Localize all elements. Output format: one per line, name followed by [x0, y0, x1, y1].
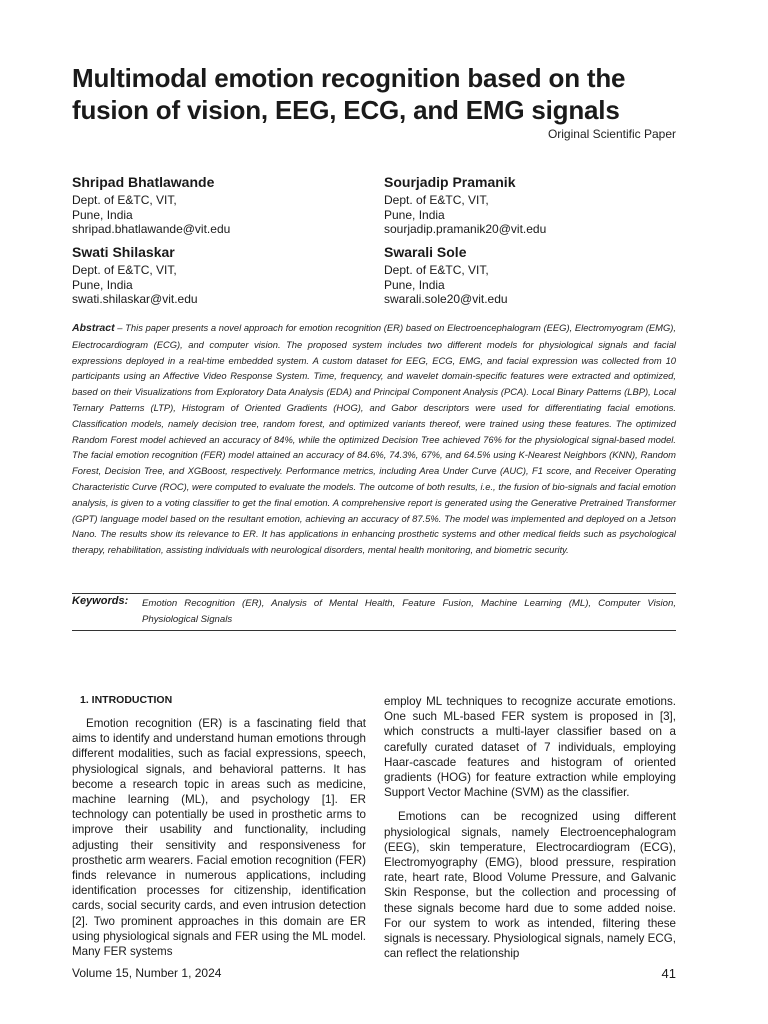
- author-block: [384, 173, 684, 237]
- keywords-text: Emotion Recognition (ER), Analysis of Mental Health, Feature Fusion, Machine Learning (ML), Computer Vision, Physiological Signals: [142, 598, 676, 625]
- section-heading: 1. INTRODUCTION: [80, 694, 173, 706]
- right-column: [384, 694, 676, 961]
- author-city: Pune, India: [72, 207, 133, 222]
- author-city: Pune, India: [72, 277, 133, 292]
- author-city: Pune, India: [384, 277, 445, 292]
- author-dept: Dept. of E&TC, VIT,: [72, 263, 177, 277]
- author-block: [72, 243, 372, 307]
- paragraph: Emotion recognition (ER) is a fascinating field that aims to identify and understand human emotions through different modalities, such as facial expressions, speech, physiological signals, and behavioral patterns. It has become a research topic in areas such as medicine, machine learning (ML), and psychology [1]. ER technology can potentially be used in prosthetic arms to improve their usability and functionality, including adjusting their sensitivity and responsiveness for prosthetic arm wearers. Facial emotion recognition (FER) finds relevance in numerous applications, including identification processes for citizenship, identification cards, social security cards, and even intrusion detection [2]. Two prominent approaches in this domain are ER using physiological signals and FER using the ML model. Many FER systems: [72, 717, 366, 959]
- author-email: swati.shilaskar@vit.edu: [72, 292, 198, 306]
- left-column: [72, 716, 366, 959]
- keywords-bottom-rule: [72, 630, 676, 631]
- author-name: Swati Shilaskar: [72, 244, 175, 260]
- author-email: swarali.sole20@vit.edu: [384, 292, 508, 306]
- author-dept: Dept. of E&TC, VIT,: [72, 193, 177, 207]
- paragraph: employ ML techniques to recognize accurate emotions. One such ML-based FER system is proposed in [3], which constructs a multi-layer classifier based on a carefully curated dataset of 7 individuals, employing Haar-cascade features and histogram of oriented gradients (HOG) for feature extraction while employing Support Vector Machine (SVM) as the classifier.: [384, 695, 676, 800]
- author-city: Pune, India: [384, 207, 445, 222]
- author-name: Swarali Sole: [384, 244, 467, 260]
- paper-title: Multimodal emotion recognition based on the fusion of vision, EEG, ECG, and EMG signals: [72, 63, 626, 125]
- paper-type-label: Original Scientific Paper: [547, 127, 676, 141]
- author-name: Sourjadip Pramanik: [384, 174, 516, 190]
- abstract-label: Abstract: [72, 322, 115, 334]
- volume-info: Volume 15, Number 1, 2024: [72, 966, 222, 980]
- author-email: sourjadip.pramanik20@vit.edu: [384, 222, 547, 236]
- author-block: [72, 173, 372, 237]
- keywords-label: Keywords:: [72, 595, 129, 607]
- author-email: shripad.bhatlawande@vit.edu: [72, 222, 231, 236]
- paragraph: Emotions can be recognized using different physiological signals, namely Electroencephalogram (EEG), skin temperature, Electrocardiogram (ECG), Electromyography (EMG), blood pressure, respiration rate, heart rate, Blood Volume Pressure, and Galvanic Skin Response, but the collection and processing of these signals become hard due to some added noise. For our system to work as intended, filtering these signals is necessary. Physiological signals, namely ECG, can reflect the relationship: [384, 810, 676, 961]
- abstract: [72, 320, 676, 558]
- author-name: Shripad Bhatlawande: [72, 174, 215, 190]
- author-block: [384, 243, 684, 307]
- author-dept: Dept. of E&TC, VIT,: [384, 193, 489, 207]
- keywords-top-rule: [72, 593, 676, 594]
- author-dept: Dept. of E&TC, VIT,: [384, 263, 489, 277]
- abstract-text: – This paper presents a novel approach for emotion recognition (ER) based on Electroencephalogram (EEG), Electromyogram (EMG), Electrocardiogram (ECG), and computer vision. The proposed system includes two different models for physiological signals and facial expressions deployed in a real-time embedded system. A custom dataset for EEG, ECG, EMG, and facial expression was collected from 10 participants using an Affective Video Response System. Time, frequency, and wavelet domain-specific features were extracted and optimized, based on their Visualizations from Exploratory Data Analysis (EDA) and Principal Component Analysis (PCA). Local Binary Patterns (LBP), Local Ternary Patterns (LTP), Histogram of Oriented Gradients (HOG), and Gabor descriptors were used for differentiating facial emotions. Classification models, namely decision tree, random forest, and optimized variants thereof, were trained using these features. The optimized Random Forest model achieved an accuracy of 84%, while the optimized Decision Tree achieved 76% for the physiological signal-based model. The facial emotion recognition (FER) model attained an accuracy of 84.6%, 74.3%, 67%, and 64.5% using K-Nearest Neighbors (KNN), Random Forest, Decision Tree, and XGBoost, respectively. Performance metrics, including Area Under Curve (AUC), F1 score, and Receiver Operating Characteristic Curve (ROC), were computed to evaluate the models. The outcome of both results, i.e., the fusion of bio-signals and facial emotion analysis, is given to a voting classifier to get the final emotion. A comprehensive report is generated using the Generative Pretrained Transformer (GPT) language model based on the resultant emotion, achieving an accuracy of 87.5%. The model was implemented and deployed on a Jetson Nano. The results show its relevance to ER. It has applications in enhancing prosthetic systems and other medical fields such as psychological therapy, rehabilitation, assisting individuals with neurological disorders, mental health monitoring, and biometric security.: [72, 322, 676, 556]
- page-number: 41: [661, 966, 676, 981]
